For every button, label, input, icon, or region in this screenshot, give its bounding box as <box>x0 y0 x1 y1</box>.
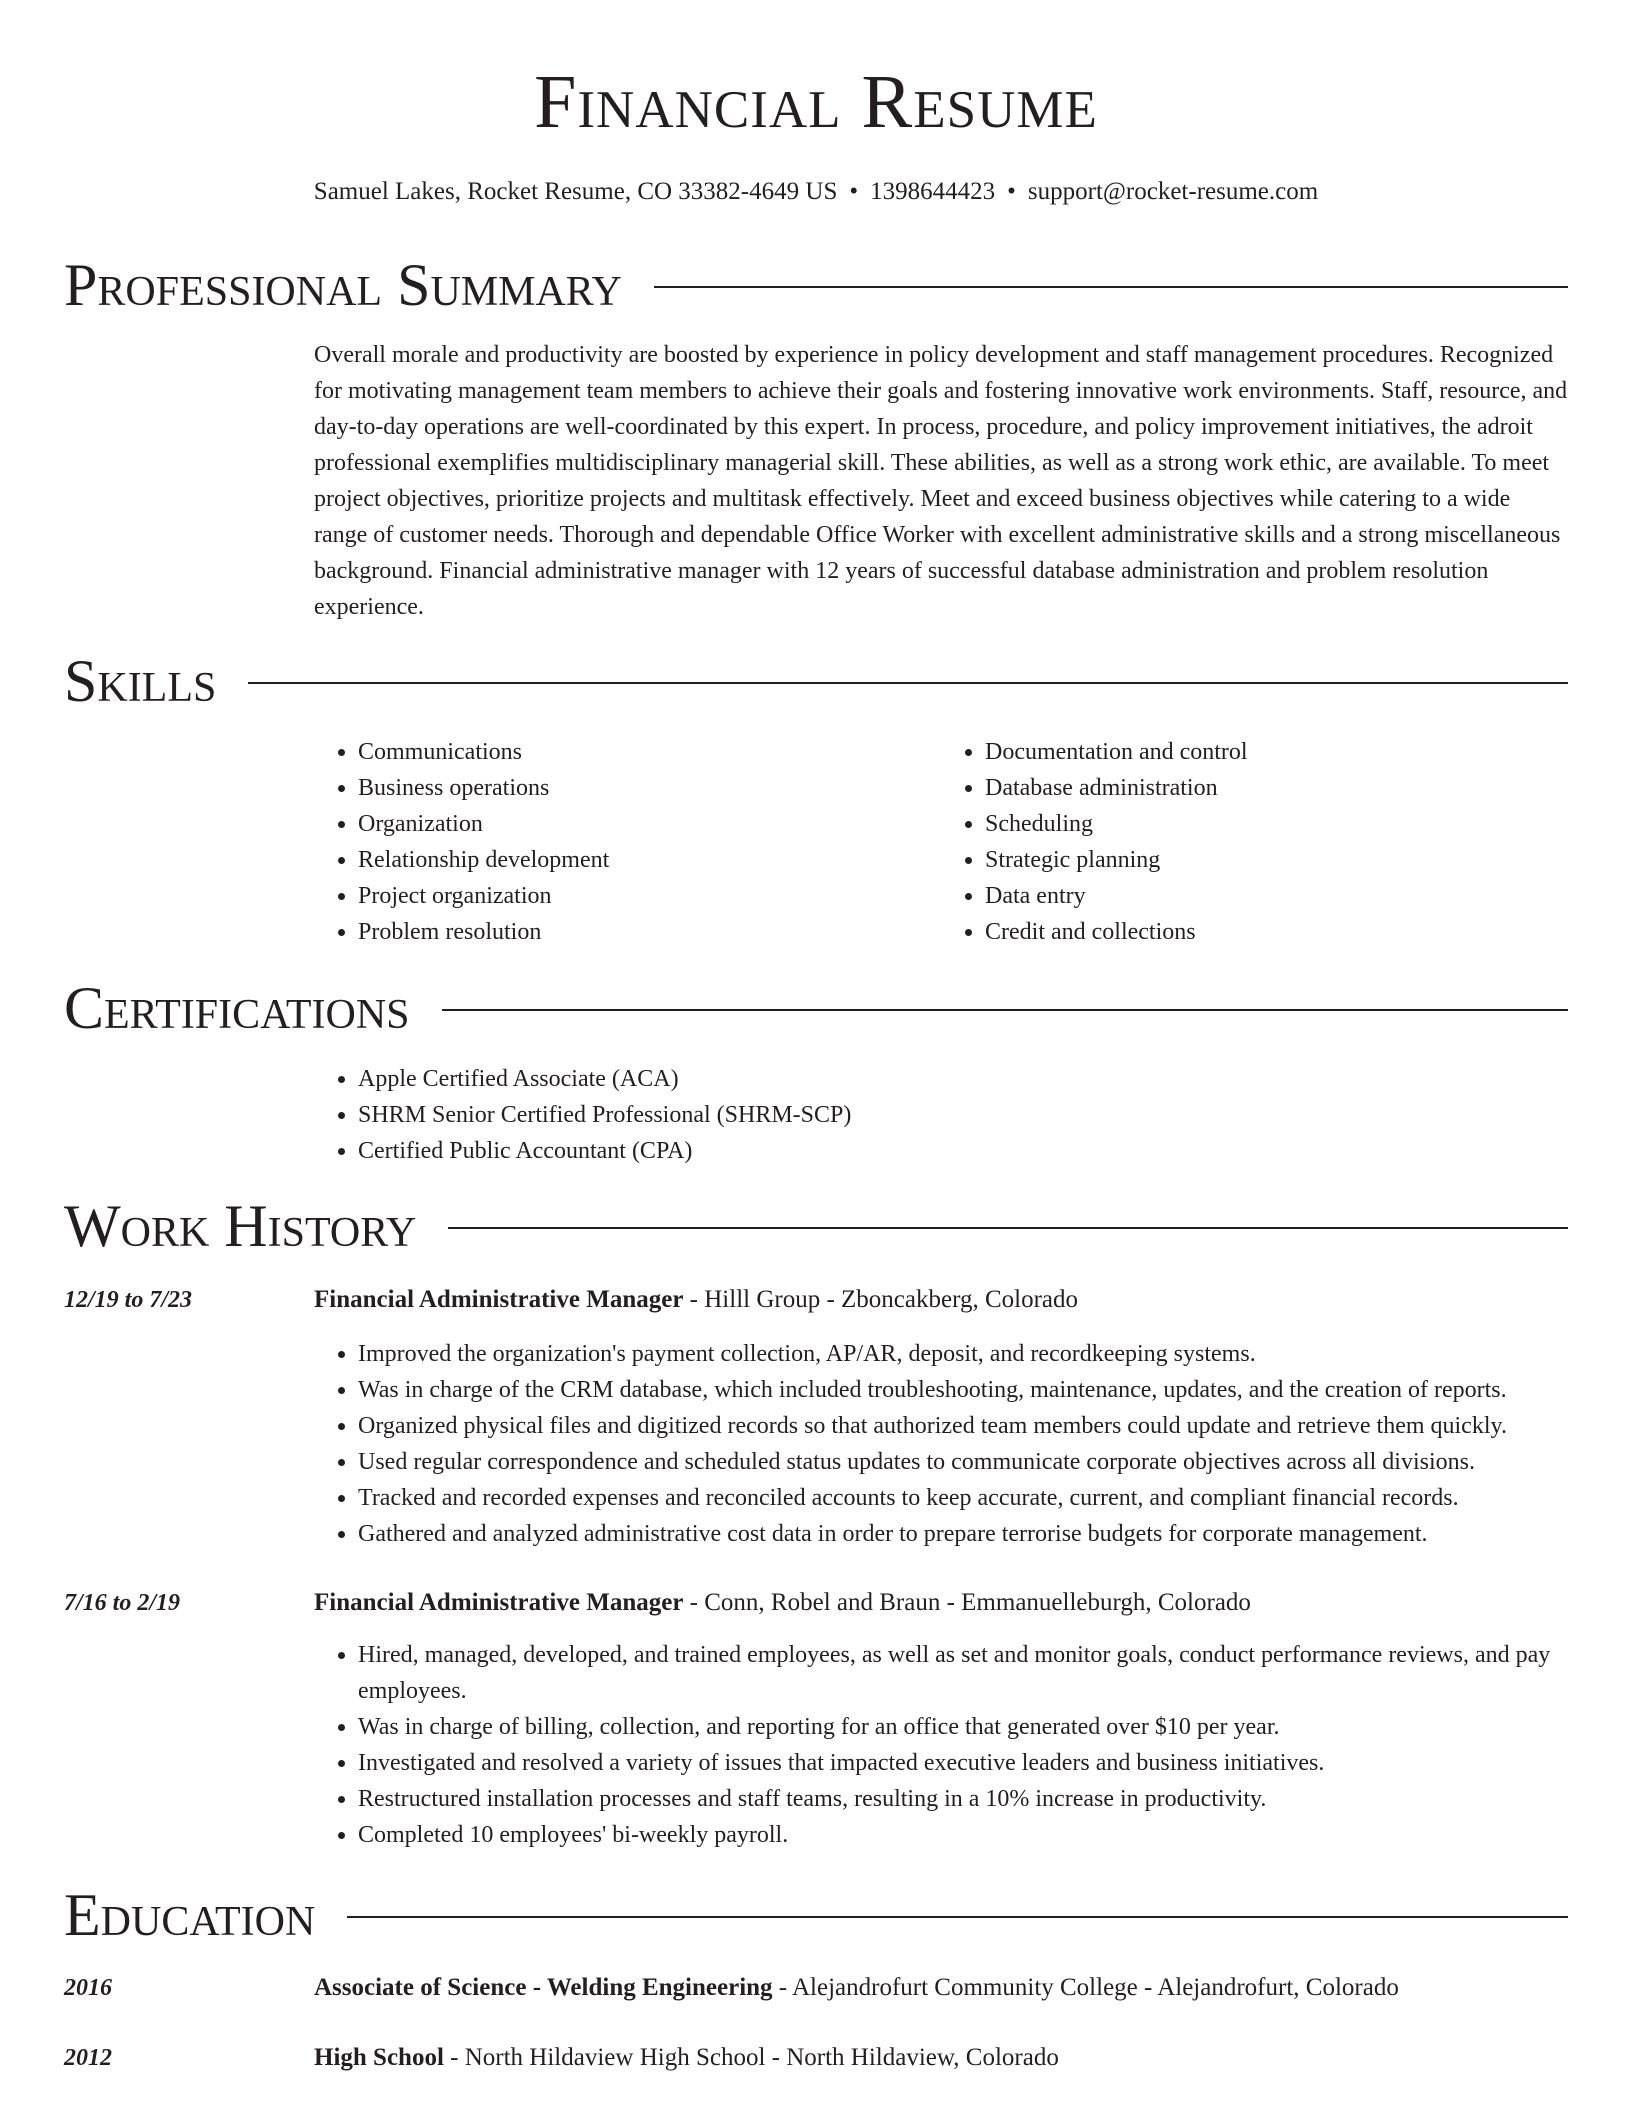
section-divider <box>442 1009 1568 1011</box>
skills-column-left <box>314 734 941 950</box>
job-title-line <box>314 1585 1251 1621</box>
resume-title: Financial Resume <box>534 60 1098 144</box>
section-heading-skills: Skills <box>64 648 217 714</box>
job-employer: - Hilll Group - Zboncakberg, Colorado <box>683 1286 1079 1313</box>
job-dates: 12/19 to 7/23 <box>64 1287 193 1313</box>
section-divider <box>448 1227 1568 1229</box>
contact-separator: • <box>1007 178 1016 205</box>
contact-email[interactable]: support@rocket-resume.com <box>1027 178 1319 205</box>
certifications-list <box>314 1061 1568 1169</box>
education-line <box>314 1970 1399 2006</box>
job-bullet: • Restructured installation processes and staff teams, resulting in a 10% increase in productivity. <box>358 1781 1568 1817</box>
summary-section-header <box>64 252 1568 318</box>
education-school: - Alejandrofurt Community College - Alejandrofurt, Colorado <box>772 1974 1399 2001</box>
contact-phone: 1398644423 <box>870 178 996 205</box>
education-school: - North Hildaview High School - North Hildaview, Colorado <box>443 2044 1059 2071</box>
skills-section-header <box>64 648 1568 714</box>
job-bullet: • Was in charge of billing, collection, and reporting for an office that generated over $10 per year. <box>358 1709 1568 1745</box>
education-degree: High School <box>314 2044 444 2071</box>
section-heading-summary: Professional Summary <box>64 252 622 318</box>
skill-item: • Credit and collections <box>985 914 1568 950</box>
section-divider <box>347 1916 1568 1918</box>
job-bullet: • Completed 10 employees' bi-weekly payroll. <box>358 1817 1568 1853</box>
education-year: 2012 <box>64 2045 112 2071</box>
certifications-section-header <box>64 975 1568 1041</box>
job-bullet: • Improved the organization's payment collection, AP/AR, deposit, and recordkeeping systems. <box>358 1336 1568 1372</box>
skill-item: • Organization <box>358 806 941 842</box>
job-title: Financial Administrative Manager <box>314 1589 684 1616</box>
job-bullet: • Hired, managed, developed, and trained employees, as well as set and monitor goals, conduct performance reviews, and pay employees. <box>358 1637 1568 1709</box>
section-divider <box>654 286 1568 288</box>
education-degree: Associate of Science - Welding Engineering <box>314 1974 773 2001</box>
section-heading-certifications: Certifications <box>64 975 410 1041</box>
skill-item: • Strategic planning <box>985 842 1568 878</box>
education-line <box>314 2040 1059 2076</box>
job-bullet: • Organized physical files and digitized records so that authorized team members could update and retrieve them quickly. <box>358 1408 1568 1444</box>
contact-line <box>0 175 1632 209</box>
job-bullet: • Investigated and resolved a variety of issues that impacted executive leaders and business initiatives. <box>358 1745 1568 1781</box>
job-employer: - Conn, Robel and Braun - Emmanuelleburgh, Colorado <box>683 1589 1251 1616</box>
skill-item: • Documentation and control <box>985 734 1568 770</box>
skill-item: • Communications <box>358 734 941 770</box>
job-title: Financial Administrative Manager <box>314 1286 684 1313</box>
job-bullet: • Gathered and analyzed administrative cost data in order to prepare terrorise budgets for corporate management. <box>358 1516 1568 1552</box>
section-divider <box>248 682 1568 684</box>
summary-text: Overall morale and productivity are boosted by experience in policy development and staff management procedures. Recognized for motivating management team members to achieve their goals and fostering innovative work environments. Staff, resource, and day-to-day operations are well-coordinated by this expert. In process, procedure, and policy improvement initiatives, the adroit professional exemplifies multidisciplinary managerial skill. These abilities, as well as a strong work ethic, are available. To meet project objectives, prioritize projects and multitask effectively. Meet and exceed business objectives while catering to a wide range of customer needs. Thorough and dependable Office Worker with excellent administrative skills and a strong miscellaneous background. Financial administrative manager with 12 years of successful database administration and problem resolution experience. <box>314 342 1568 620</box>
skill-item: • Business operations <box>358 770 941 806</box>
skill-item: • Relationship development <box>358 842 941 878</box>
work-section-header <box>64 1193 1568 1259</box>
section-heading-work: Work History <box>64 1193 417 1259</box>
skills-column-right <box>941 734 1568 950</box>
education-section-header <box>64 1882 1568 1948</box>
job-bullet: • Was in charge of the CRM database, which included troubleshooting, maintenance, updates, and the creation of reports. <box>358 1372 1568 1408</box>
skill-item: • Project organization <box>358 878 941 914</box>
certification-item: • Apple Certified Associate (ACA) <box>358 1061 1568 1097</box>
skills-list <box>314 734 1568 950</box>
skill-item: • Database administration <box>985 770 1568 806</box>
job-title-line <box>314 1282 1078 1318</box>
certification-item: • Certified Public Accountant (CPA) <box>358 1133 1568 1169</box>
skill-item: • Scheduling <box>985 806 1568 842</box>
section-heading-education: Education <box>64 1882 316 1948</box>
certification-item: • SHRM Senior Certified Professional (SHRM-SCP) <box>358 1097 1568 1133</box>
education-year: 2016 <box>64 1975 112 2001</box>
summary-body <box>314 337 1568 625</box>
job-dates: 7/16 to 2/19 <box>64 1590 181 1616</box>
contact-address: Samuel Lakes, Rocket Resume, CO 33382-4649 US <box>313 178 838 205</box>
job-bullets <box>314 1637 1568 1853</box>
job-bullets <box>314 1336 1568 1552</box>
job-bullet: • Used regular correspondence and scheduled status updates to communicate corporate objectives across all divisions. <box>358 1444 1568 1480</box>
contact-separator: • <box>849 178 859 205</box>
skill-item: • Data entry <box>985 878 1568 914</box>
job-bullet: • Tracked and recorded expenses and reconciled accounts to keep accurate, current, and compliant financial records. <box>358 1480 1568 1516</box>
skill-item: • Problem resolution <box>358 914 941 950</box>
